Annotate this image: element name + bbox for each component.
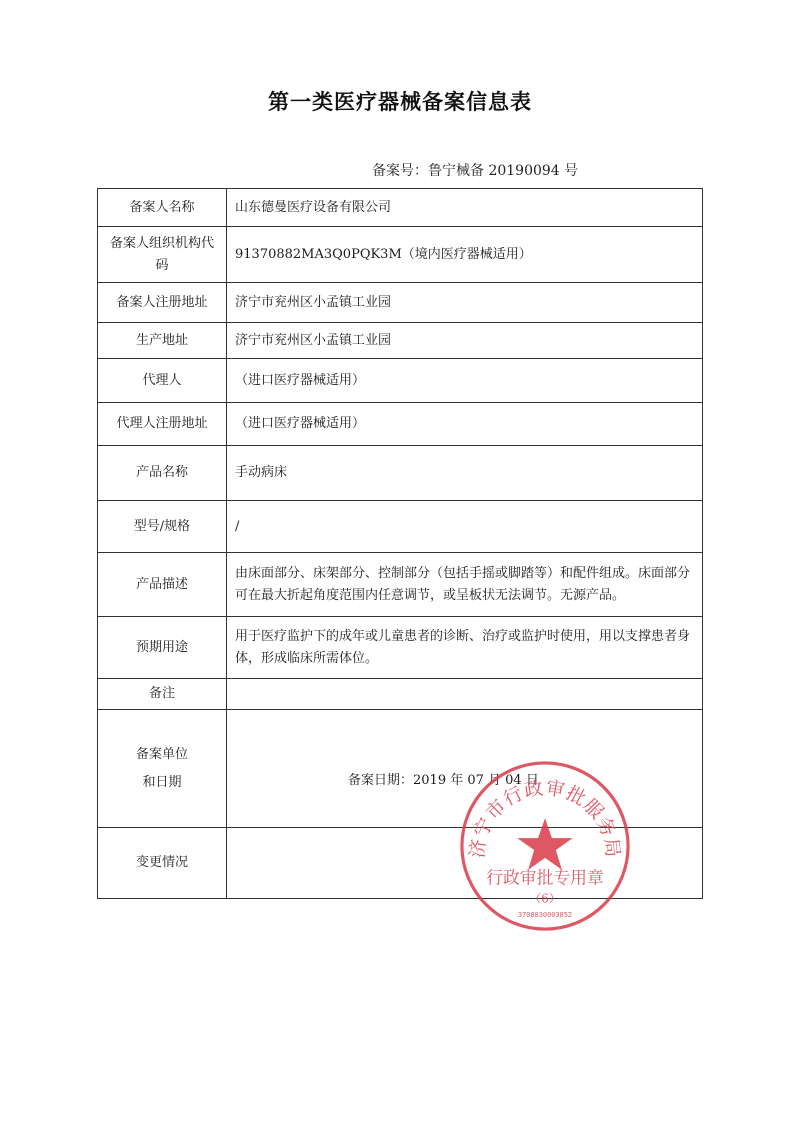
table-row	[98, 359, 703, 403]
row-label: 产品名称	[98, 446, 227, 501]
seal-inner-text: 行政审批专用章	[486, 867, 604, 888]
row-label	[98, 710, 227, 828]
row-value: 手动病床	[227, 446, 703, 501]
seal-arc-text: 济宁市行政审批服务局	[467, 777, 623, 860]
row-label-line: 备案单位	[135, 746, 188, 762]
row-value: 济宁市兖州区小孟镇工业园	[227, 323, 703, 359]
row-label: 备案人名称	[98, 189, 227, 227]
seal-number: （6）	[529, 891, 561, 906]
row-label: 备注	[98, 679, 227, 710]
table-row	[98, 283, 703, 323]
table-row	[98, 189, 703, 227]
document-title: 第一类医疗器械备案信息表	[268, 90, 532, 114]
row-label: 预期用途	[98, 617, 227, 679]
row-value: 91370882MA3Q0PQK3M（境内医疗器械适用）	[227, 227, 703, 283]
row-label: 产品描述	[98, 553, 227, 617]
table-row	[98, 446, 703, 501]
table-row	[98, 501, 703, 553]
record-number: 备案号：鲁宁械备 20190094 号	[372, 163, 579, 179]
row-label: 型号/规格	[98, 501, 227, 553]
official-seal	[456, 757, 634, 935]
row-value: 济宁市兖州区小孟镇工业园	[227, 283, 703, 323]
row-label-line: 和日期	[142, 774, 182, 790]
table-row	[98, 553, 703, 617]
table-row	[98, 403, 703, 446]
table-row	[98, 617, 703, 679]
row-value: （进口医疗器械适用）	[227, 359, 703, 403]
table-row	[98, 679, 703, 710]
record-date: 备案日期：2019 年 07 月 04 日	[348, 772, 539, 788]
row-value	[227, 679, 703, 710]
row-value: 由床面部分、床架部分、控制部分（包括手摇或脚踏等）和配件组成。床面部分可在最大折起角度范围内任意调节，或呈板状无法调节。无源产品。	[227, 553, 703, 617]
row-value: /	[227, 501, 703, 553]
row-value: 用于医疗监护下的成年或儿童患者的诊断、治疗或监护时使用，用以支撑患者身体，形成临床所需体位。	[227, 617, 703, 679]
row-label: 备案人注册地址	[98, 283, 227, 323]
seal-star-icon	[517, 818, 572, 869]
row-label: 生产地址	[98, 323, 227, 359]
row-value: 山东德曼医疗设备有限公司	[227, 189, 703, 227]
row-value: （进口医疗器械适用）	[227, 403, 703, 446]
row-label: 代理人	[98, 359, 227, 403]
seal-code: 3708830003852	[517, 911, 573, 920]
table-row	[98, 227, 703, 283]
row-label: 代理人注册地址	[98, 403, 227, 446]
row-label: 备案人组织机构代码	[98, 227, 227, 283]
table-row	[98, 323, 703, 359]
row-label: 变更情况	[98, 828, 227, 899]
